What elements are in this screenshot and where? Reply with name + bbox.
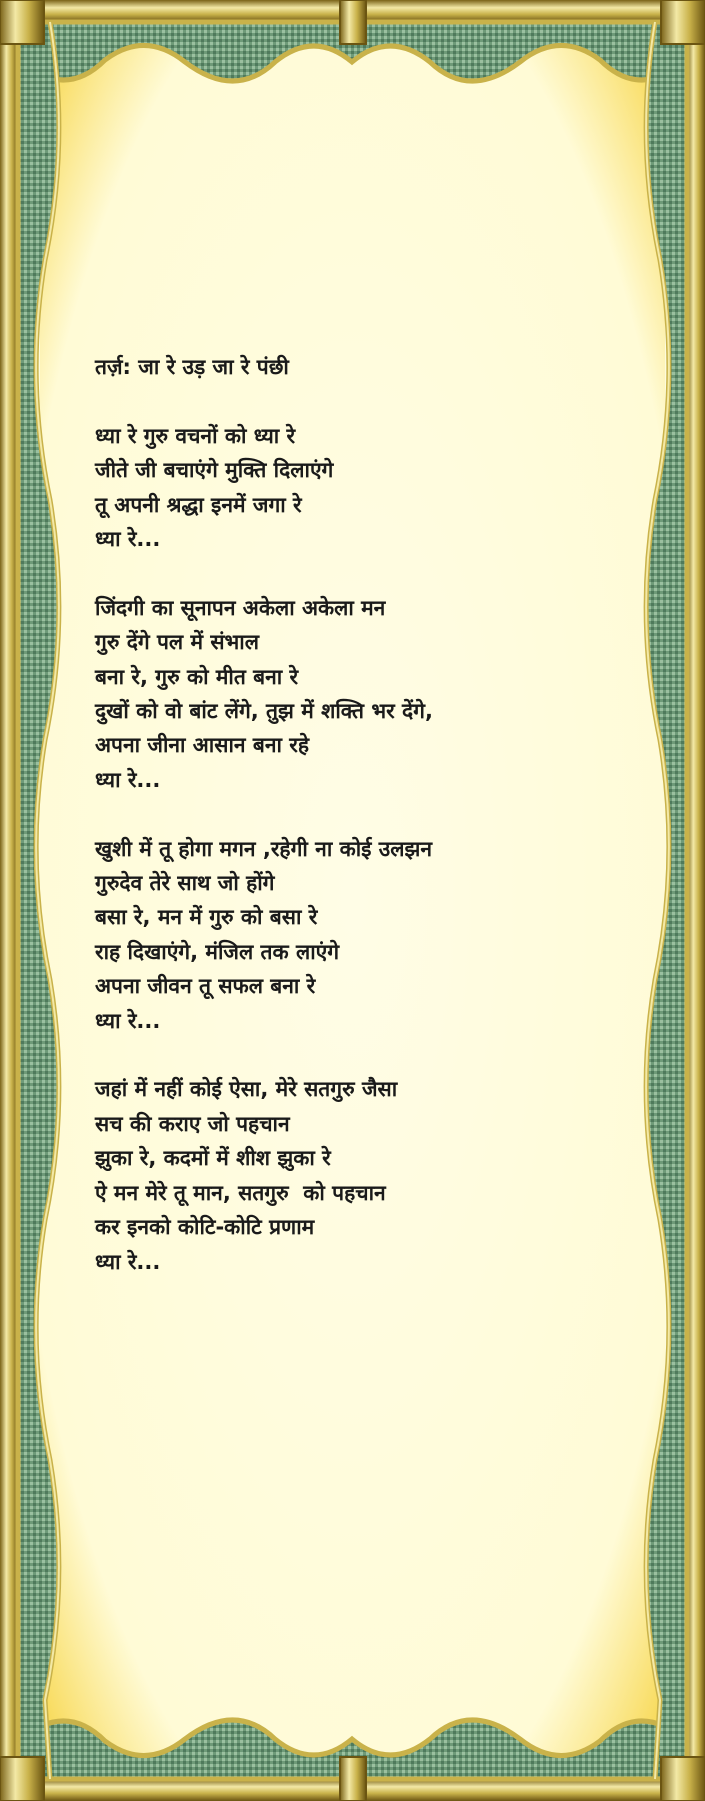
refrain-line: ध्या रे... [95, 527, 161, 552]
lyric-line: सच की कराए जो पहचान [95, 1111, 290, 1136]
lyric-line: जहां में नहीं कोई ऐसा, मेरे सतगुरु जैसा [95, 1077, 398, 1102]
lyric-line: ध्या रे गुरु वचनों को ध्या रे [95, 423, 296, 448]
lyric-line: जीते जी बचाएंगे मुक्ति दिलाएंगे [95, 458, 334, 483]
lyric-line: राह दिखाएंगे, मंजिल तक लाएंगे [95, 939, 340, 964]
refrain-line: ध्या रे... [95, 767, 161, 792]
lyric-line: जिंदगी का सूनापन अकेला अकेला मन [95, 595, 386, 620]
refrain-line: ध्या रे... [95, 1249, 161, 1274]
lyric-line: झुका रे, कदमों में शीश झुका रे [95, 1146, 331, 1171]
tune-line: तर्ज़: जा रे उड़ जा रे पंछी [95, 355, 289, 379]
lyric-line: बना रे, गुरु को मीत बना रे [95, 664, 299, 689]
lyric-line: गुरुदेव तेरे साथ जो होंगे [95, 871, 275, 896]
lyric-line: अपना जीवन तू सफल बना रे [95, 974, 316, 999]
lyric-line: गुरु देंगे पल में संभाल [95, 630, 259, 655]
lyric-line: ऐ मन मेरे तू मान, सतगुरु को पहचान [95, 1180, 386, 1205]
lyric-line: दुखों को वो बांट लेंगे, तुझ में शक्ति भर देंगे, [95, 699, 433, 724]
lyric-line: अपना जीना आसान बना रहे [95, 733, 310, 758]
lyric-line: खुशी में तू होगा मगन ,रहेगी ना कोई उलझन [95, 836, 433, 861]
lyric-line: तू अपनी श्रद्धा इनमें जगा रे [95, 492, 302, 517]
lyrics-text-block [95, 350, 595, 1279]
lyric-line: बसा रे, मन में गुरु को बसा रे [95, 905, 318, 930]
refrain-line: ध्या रे... [95, 1008, 161, 1033]
lyric-line: कर इनको कोटि-कोटि प्रणाम [95, 1215, 315, 1240]
